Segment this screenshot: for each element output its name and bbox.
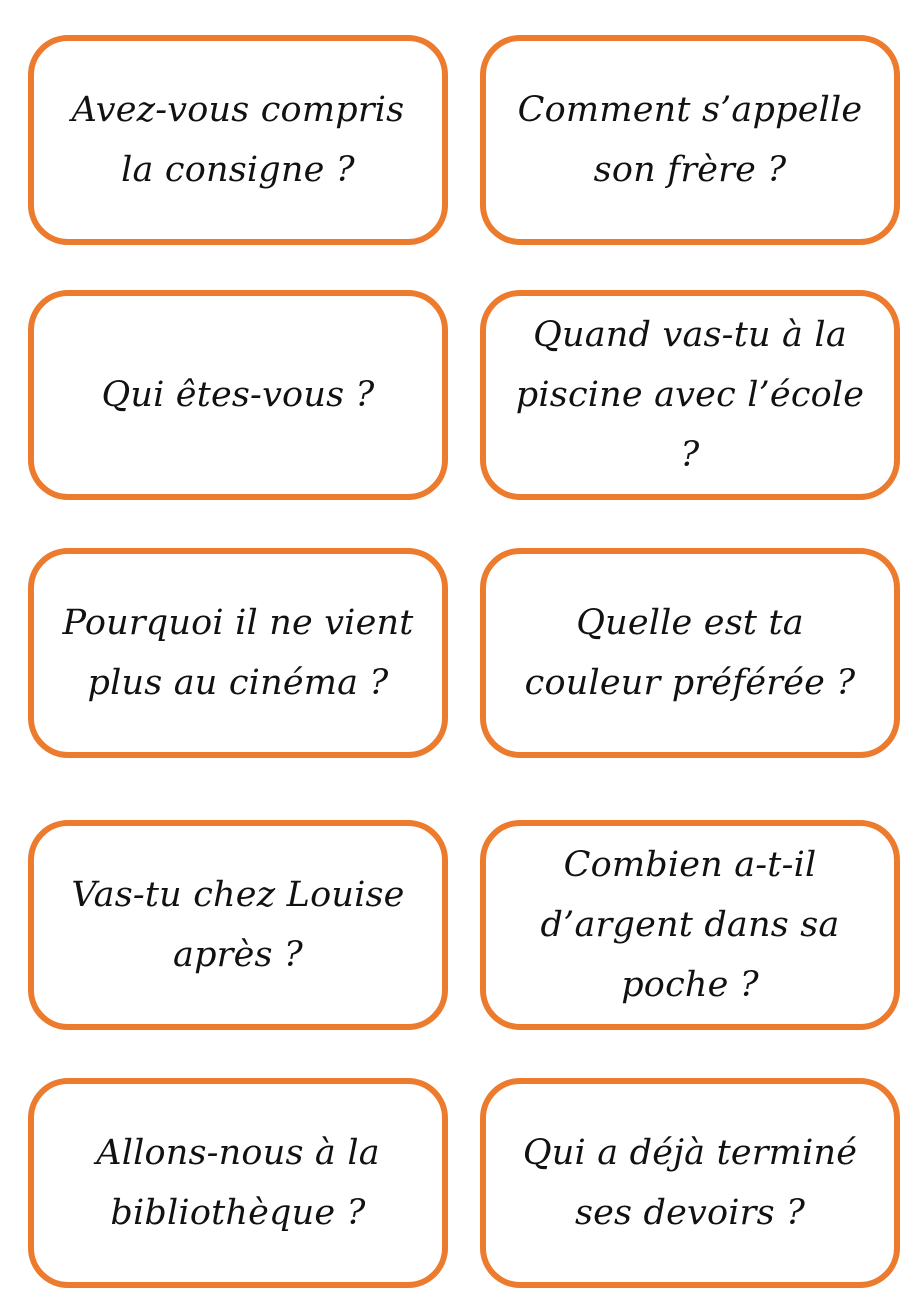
question-card bbox=[480, 1078, 900, 1288]
question-text: Qui êtes-vous ? bbox=[101, 375, 375, 415]
question-card bbox=[28, 548, 448, 758]
question-text: Quand vas-tu à la piscine avec l’école ? bbox=[515, 315, 865, 475]
question-card bbox=[28, 290, 448, 500]
question-text: Pourquoi il ne vient plus au cinéma ? bbox=[62, 603, 414, 703]
question-text: Vas-tu chez Louise après ? bbox=[71, 875, 405, 975]
question-text: Comment s’appelle son frère ? bbox=[517, 90, 863, 190]
question-text: Allons-nous à la bibliothèque ? bbox=[96, 1133, 380, 1233]
question-text: Combien a-t-il d’argent dans sa poche ? bbox=[540, 845, 840, 1005]
question-card bbox=[480, 290, 900, 500]
question-card bbox=[480, 35, 900, 245]
question-card bbox=[28, 820, 448, 1030]
question-text: Qui a déjà terminé ses devoirs ? bbox=[522, 1133, 858, 1233]
question-card bbox=[28, 35, 448, 245]
question-card bbox=[28, 1078, 448, 1288]
question-text: Avez-vous compris la consigne ? bbox=[71, 90, 405, 190]
question-card bbox=[480, 820, 900, 1030]
question-card bbox=[480, 548, 900, 758]
question-text: Quelle est ta couleur préférée ? bbox=[524, 603, 856, 703]
